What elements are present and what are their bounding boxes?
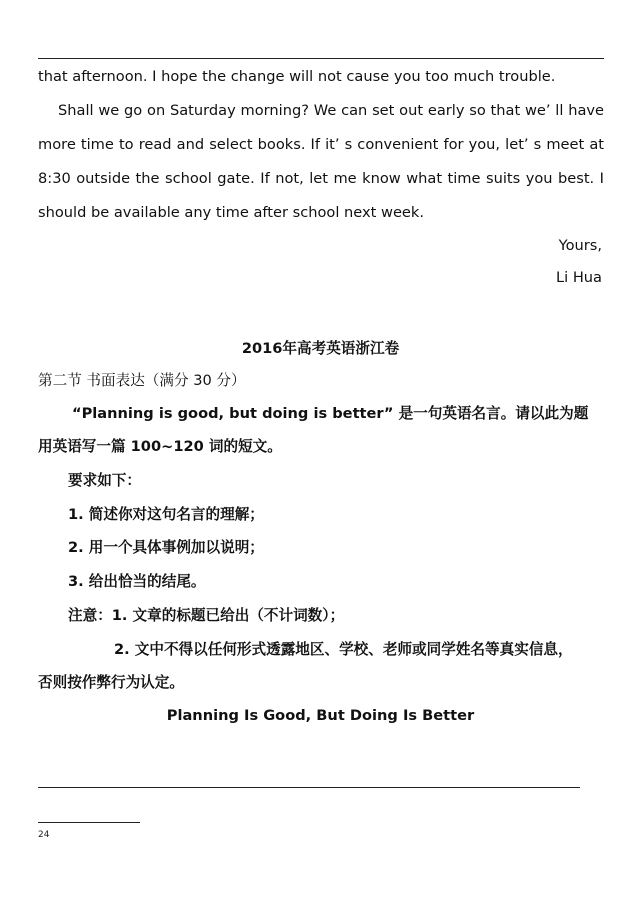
letter-closing: Yours, xyxy=(558,237,602,254)
top-answer-line xyxy=(38,58,604,59)
letter-line-4: 8:30 outside the school gate. If not, let me know what time suits you best. I xyxy=(38,170,604,187)
page-number: 24 xyxy=(38,830,50,840)
requirement-2: 2. 用一个具体事例加以说明； xyxy=(68,539,264,556)
requirements-heading: 要求如下： xyxy=(68,472,141,489)
letter-line-3: more time to read and select books. If it’ s convenient for you, let’ s meet at xyxy=(38,136,604,153)
requirement-3: 3. 给出恰当的结尾。 xyxy=(68,573,206,590)
note-2: 2. 文中不得以任何形式透露地区、学校、老师或同学姓名等真实信息， xyxy=(114,641,573,658)
note-2-continuation: 否则按作弊行为认定。 xyxy=(38,674,184,691)
letter-signature: Li Hua xyxy=(556,269,602,286)
letter-line-2: Shall we go on Saturday morning? We can set out early so that we’ ll have xyxy=(58,102,604,119)
footnote-separator xyxy=(38,822,140,823)
prompt-line-1: “Planning is good, but doing is better” 是一句英语名言。请以此为题 xyxy=(72,405,589,422)
letter-line-1: that afternoon. I hope the change will not cause you too much trouble. xyxy=(38,68,556,85)
exam-title: 2016年高考英语浙江卷 xyxy=(241,340,400,357)
requirement-1: 1. 简述你对这句名言的理解； xyxy=(68,506,264,523)
note-1: 注意：1. 文章的标题已给出（不计词数）； xyxy=(68,607,345,624)
letter-line-5: should be available any time after school next week. xyxy=(38,204,425,221)
essay-title: Planning Is Good, But Doing Is Better xyxy=(166,707,475,724)
writing-answer-line xyxy=(38,787,580,788)
prompt-line-2: 用英语写一篇 100~120 词的短文。 xyxy=(38,438,282,455)
section-heading: 第二节 书面表达（满分 30 分） xyxy=(38,372,246,389)
